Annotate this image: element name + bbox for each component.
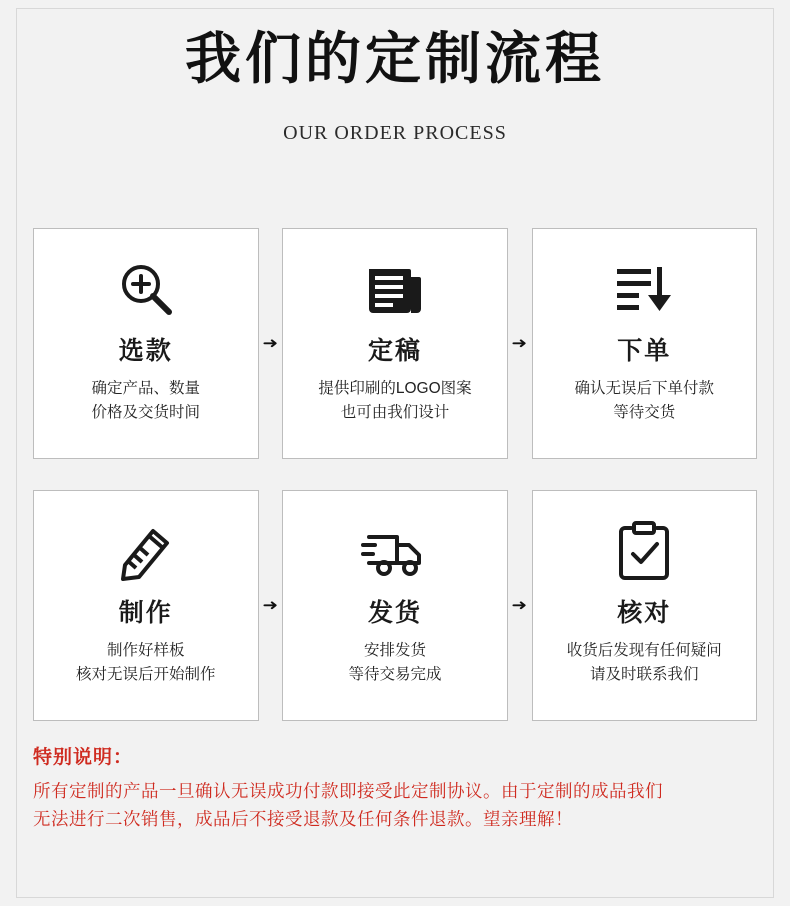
step-description xyxy=(64,639,228,687)
arrow-glyph: ➜ xyxy=(511,335,528,352)
step-description-line: 请及时联系我们 xyxy=(590,666,699,684)
step-description-line: 也可由我们设计 xyxy=(340,404,450,422)
page-header xyxy=(0,0,790,145)
document-lines-icon xyxy=(365,255,425,323)
step-description xyxy=(555,639,734,687)
special-note-title: 特别说明： xyxy=(33,747,134,768)
step-description xyxy=(80,377,213,425)
step-description-line: 确定产品、数量 xyxy=(91,380,201,397)
pencil-ruler-icon xyxy=(115,517,177,585)
step-card-5 xyxy=(282,490,508,721)
special-note-body xyxy=(33,777,757,834)
step-card-2 xyxy=(282,228,508,459)
arrow-icon xyxy=(508,490,532,721)
special-note-line: 所有定制的产品一旦确认无误成功付款即接受此定制协议。由于定制的成品我们 xyxy=(33,781,663,801)
step-title: 发货 xyxy=(368,599,423,627)
step-description-line: 等待交货 xyxy=(613,404,676,422)
arrow-icon xyxy=(259,490,283,721)
arrow-glyph: ➜ xyxy=(511,597,528,614)
magnifier-plus-icon xyxy=(114,255,178,323)
step-description-line: 安排发货 xyxy=(364,642,427,659)
step-card-3 xyxy=(532,228,758,459)
page-subtitle: OUR ORDER PROCESS xyxy=(283,121,507,144)
process-grid xyxy=(33,228,757,721)
arrow-icon xyxy=(508,228,532,459)
special-note-line: 无法进行二次销售，成品后不接受退款及任何条件退款。望亲理解！ xyxy=(33,809,573,830)
step-description-line: 提供印刷的LOGO图案 xyxy=(318,380,472,397)
page-title: 我们的定制流程 xyxy=(185,29,605,91)
special-note xyxy=(33,742,757,834)
step-description-line: 价格及交货时间 xyxy=(91,404,201,422)
arrow-glyph: ➜ xyxy=(262,335,279,352)
step-description-line: 等待交易完成 xyxy=(348,666,442,684)
step-title: 核对 xyxy=(617,599,672,627)
step-title: 定稿 xyxy=(368,337,423,365)
step-description xyxy=(306,377,483,425)
step-description-line: 制作好样板 xyxy=(107,642,185,659)
process-row-2 xyxy=(33,490,757,721)
step-title: 选款 xyxy=(118,337,173,365)
step-card-6 xyxy=(532,490,758,721)
step-title: 下单 xyxy=(617,337,672,365)
step-description-line: 确认无误后下单付款 xyxy=(574,380,715,397)
order-download-icon xyxy=(613,255,675,323)
step-title: 制作 xyxy=(118,599,173,627)
delivery-truck-icon xyxy=(361,517,429,585)
step-description-line: 核对无误后开始制作 xyxy=(76,666,216,684)
process-row-1 xyxy=(33,228,757,459)
step-card-1 xyxy=(33,228,259,459)
step-card-4 xyxy=(33,490,259,721)
step-description xyxy=(563,377,727,425)
arrow-glyph: ➜ xyxy=(262,597,279,614)
arrow-icon xyxy=(259,228,283,459)
step-description xyxy=(337,639,454,687)
step-description-line: 收货后发现有任何疑问 xyxy=(566,642,722,659)
clipboard-check-icon xyxy=(617,517,671,585)
